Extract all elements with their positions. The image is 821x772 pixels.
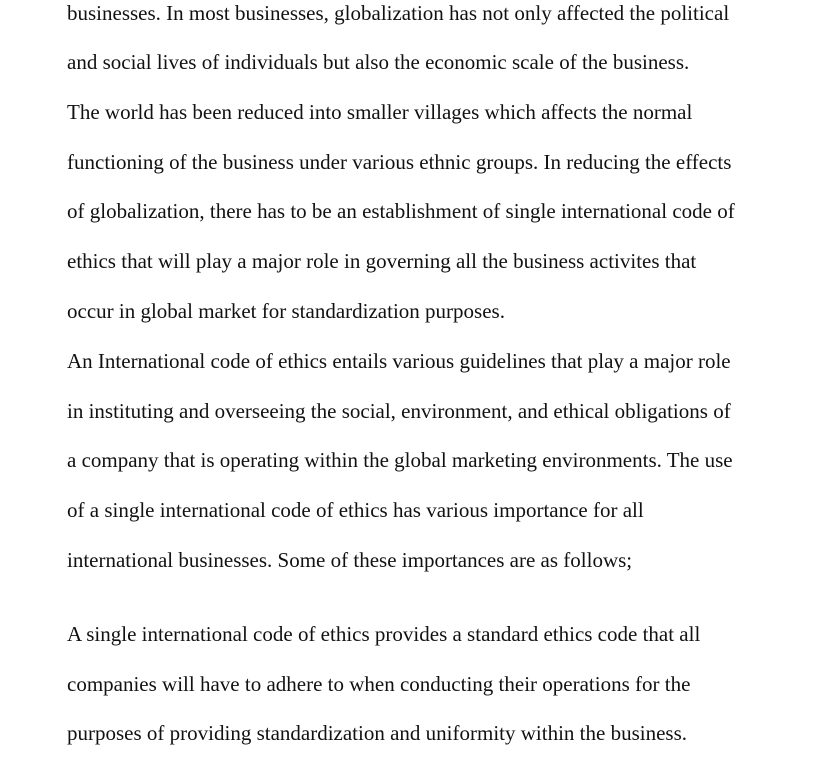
text-line: occur in global market for standardization purposes.: [67, 299, 505, 323]
text-line: businesses. In most businesses, globalization has not only affected the political: [67, 1, 730, 25]
text-line: international businesses. Some of these importances are as follows;: [67, 548, 633, 572]
text-line: and social lives of individuals but also the economic scale of the business.: [67, 50, 690, 74]
text-line: a company that is operating within the global marketing environments. The use: [67, 448, 733, 472]
text-line: The world has been reduced into smaller villages which affects the normal: [67, 100, 693, 124]
text-line: ethics that will play a major role in governing all the business activites that: [67, 249, 697, 273]
text-line: purposes of providing standardization and uniformity within the business.: [67, 721, 687, 745]
text-line: of a single international code of ethics has various importance for all: [67, 498, 644, 522]
text-line: companies will have to adhere to when conducting their operations for the: [67, 672, 691, 696]
text-line: An International code of ethics entails various guidelines that play a major role: [67, 349, 731, 373]
text-line: A single international code of ethics provides a standard ethics code that all: [67, 622, 701, 646]
text-line: functioning of the business under various ethnic groups. In reducing the effects: [67, 150, 732, 174]
text-line: of globalization, there has to be an establishment of single international code of: [67, 199, 735, 223]
text-line: in instituting and overseeing the social, environment, and ethical obligations of: [67, 399, 731, 423]
